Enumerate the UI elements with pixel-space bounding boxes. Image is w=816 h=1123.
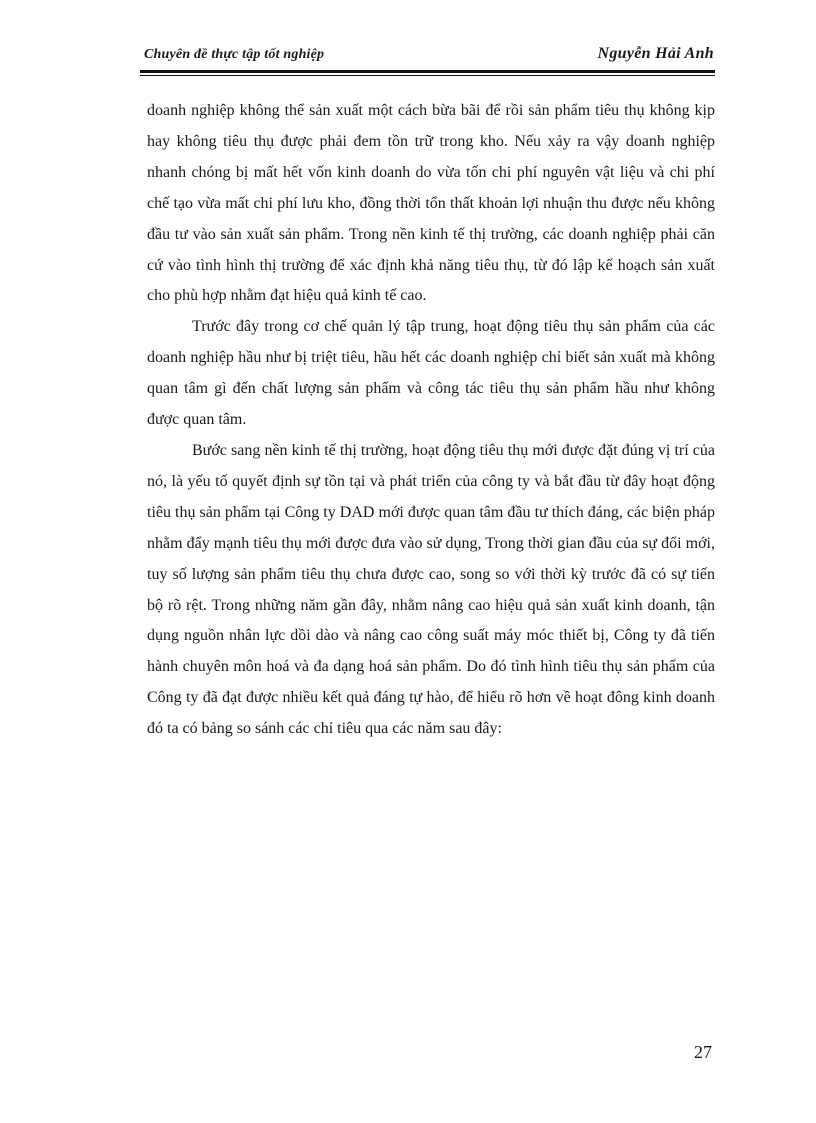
header-rule-thin (140, 75, 715, 76)
header-title: Chuyên đề thực tập tốt nghiệp (144, 47, 325, 62)
page-header (144, 44, 714, 68)
header-author: Nguyễn Hải Anh (597, 45, 714, 62)
body-text (147, 96, 715, 745)
paragraph-2: Trước đây trong cơ chế quản lý tập trung, hoạt động tiêu thụ sản phẩm của các doanh nghiệp hầu như bị triệt tiêu, hầu hết các doanh nghiệp chỉ biết sản xuất mà không quan tâm gì đến chất lượng sản phẩm và công tác tiêu thụ sản phẩm hầu như không được quan tâm. (147, 318, 715, 429)
header-rule-thick (140, 70, 715, 73)
paragraph-3: Bước sang nền kinh tế thị trường, hoạt động tiêu thụ mới được đặt đúng vị trí của nó, là yếu tố quyết định sự tồn tại và phát triển của công ty và bắt đầu từ đây hoạt động tiêu thụ sản phẩm tại Công ty DAD mới được quan tâm đầu tư thích đáng, các biện pháp nhằm đẩy mạnh tiêu thụ mới được đưa vào sử dụng, Trong thời gian đầu của sự đổi mới, tuy số lượng sản phẩm tiêu thụ chưa được cao, song so với thời kỳ trước đã có sự tiến bộ rõ rệt. Trong những năm gần đây, nhằm nâng cao hiệu quả sản xuất kinh doanh, tận dụng nguồn nhân lực dồi dào và nâng cao công suất máy móc thiết bị, Công ty đã tiến hành chuyên môn hoá và đa dạng hoá sản phẩm. Do đó tình hình tiêu thụ sản phẩm của Công ty đã đạt được nhiều kết quả đáng tự hào, để hiểu rõ hơn về hoạt đông kinh doanh đó ta có bảng so sánh các chỉ tiêu qua các năm sau đây: (147, 441, 715, 738)
paragraph-1: doanh nghiệp không thể sản xuất một cách bừa bãi để rồi sản phẩm tiêu thụ không kịp hay không tiêu thụ được phải đem tồn trữ trong kho. Nếu xảy ra vậy doanh nghiệp nhanh chóng bị mất hết vốn kinh doanh do vừa tốn chi phí nguyên vật liệu và chi phí chế tạo vừa mất chi phí lưu kho, đồng thời tổn thất khoản lợi nhuận thu được nếu không đầu tư vào sản xuất sản phẩm. Trong nền kinh tế thị trường, các doanh nghiệp phải căn cứ vào tình hình thị trường để xác định khả năng tiêu thụ, từ đó lập kế hoạch sản xuất cho phù hợp nhằm đạt hiệu quả kinh tế cao. (147, 102, 715, 305)
page-number: 27 (694, 1042, 712, 1062)
